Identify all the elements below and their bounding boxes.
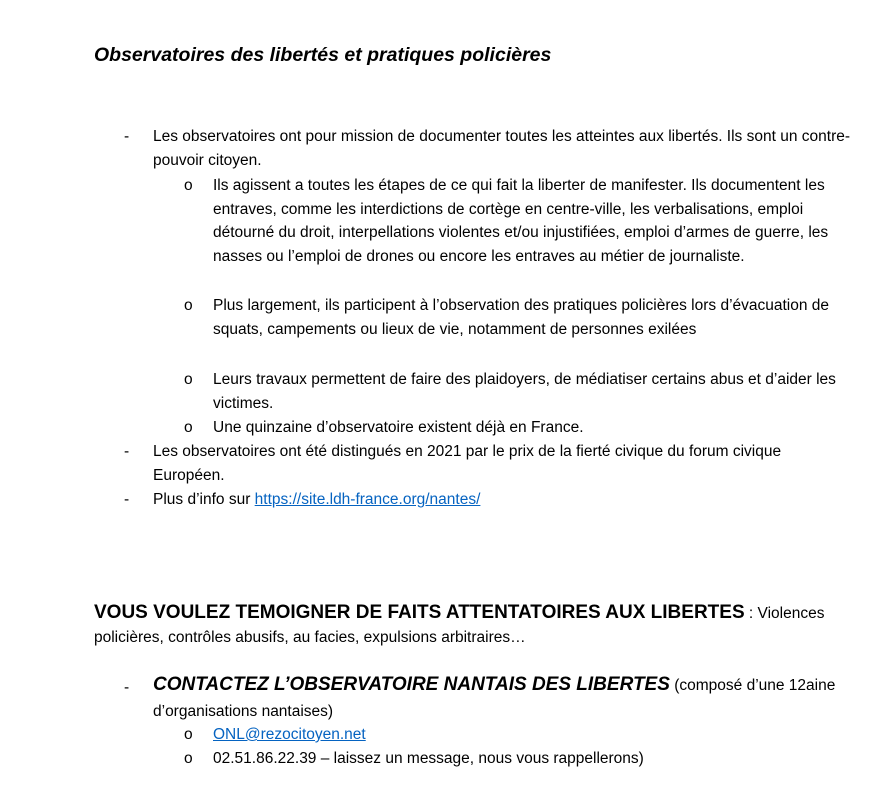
dash-bullet: - <box>124 443 130 460</box>
list-item-prix: Les observatoires ont été distingués en 2021 par le prix de la fierté civique du forum civique Européen. <box>153 443 782 484</box>
phone-number: 02.51.86.22.39 <box>213 750 317 767</box>
circle-bullet: o <box>184 726 193 743</box>
list-item-mission: Les observatoires ont pour mission de documenter toutes les atteintes aux libertés. Ils sont un contre-pouvoir citoyen. <box>153 128 851 169</box>
phone-note: – laissez un message, nous vous rappellerons) <box>316 750 644 767</box>
circle-bullet: o <box>184 297 193 314</box>
subitem-email <box>213 723 853 747</box>
temoigner-headline-rest: : Violences policières, contrôles abusifs, au facies, expulsions arbitraires… <box>94 605 825 646</box>
subitem-plaidoyers: Leurs travaux permettent de faire des plaidoyers, de médiatiser certains abus et d’aider les victimes. <box>213 371 836 412</box>
circle-bullet: o <box>184 750 193 767</box>
contact-rest: (composé d’une 12aine d’organisations nantaises) <box>153 677 836 720</box>
subitem-evacuations: Plus largement, ils participent à l’observation des pratiques policières lors d’évacuation de squats, campements ou lieux de vie, notamment de personnes exilées <box>213 297 830 338</box>
dash-bullet: - <box>124 679 130 696</box>
document-title: Observatoires des libertés et pratiques policières <box>94 44 552 66</box>
subitem-quinzaine: Une quinzaine d’observatoire existent déjà en France. <box>213 419 584 436</box>
list-item-contact <box>153 672 853 725</box>
info-prefix: Plus d’info sur <box>153 491 255 508</box>
list-item-info <box>153 488 853 512</box>
contact-heading: CONTACTEZ L’OBSERVATOIRE NANTAIS DES LIBERTES <box>153 674 670 695</box>
temoigner-headline-bold: VOUS VOULEZ TEMOIGNER DE FAITS ATTENTATOIRES AUX LIBERTES <box>94 602 745 623</box>
ldh-nantes-link[interactable]: https://site.ldh-france.org/nantes/ <box>254 491 481 508</box>
subitem-phone <box>213 747 853 771</box>
dash-bullet: - <box>124 491 130 508</box>
circle-bullet: o <box>184 419 193 436</box>
circle-bullet: o <box>184 371 193 388</box>
email-link[interactable]: ONL@rezocitoyen.net <box>213 726 366 743</box>
circle-bullet: o <box>184 177 193 194</box>
subitem-manifester: Ils agissent a toutes les étapes de ce qui fait la liberter de manifester. Ils documentent les entraves, comme les interdictions de cortège en centre-ville, les verbalisations, emploi détourné du droit, interpellations violentes et/ou injustifiées, emploi d’armes de guerre, les nasses ou l’emploi de drones ou encore les entraves au métier de journaliste. <box>213 177 829 265</box>
temoigner-headline <box>94 601 874 650</box>
dash-bullet: - <box>124 128 130 145</box>
